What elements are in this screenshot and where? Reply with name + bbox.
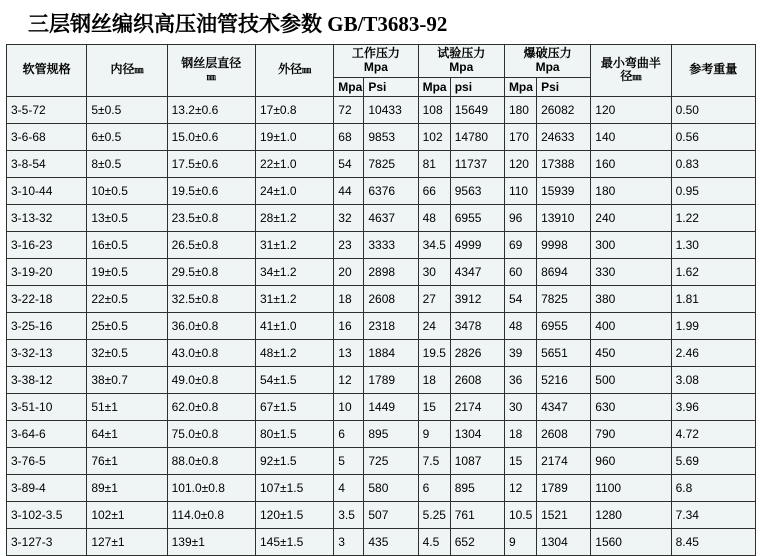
cell-work-psi: 507: [364, 501, 418, 528]
cell-work-psi: 4637: [364, 204, 418, 231]
cell-spec: 3-5-72: [7, 96, 87, 123]
cell-test-mpa: 15: [418, 393, 450, 420]
cell-test-psi: 895: [450, 474, 504, 501]
cell-wire: 32.5±0.8: [167, 285, 255, 312]
cell-inner: 32±0.5: [87, 339, 167, 366]
cell-work-psi: 1789: [364, 366, 418, 393]
cell-spec: 3-25-16: [7, 312, 87, 339]
cell-test-psi: 4999: [450, 231, 504, 258]
cell-spec: 3-64-6: [7, 420, 87, 447]
header-wire-layer-diameter: 钢丝层直径 ㎜: [167, 45, 255, 97]
cell-test-mpa: 34.5: [418, 231, 450, 258]
cell-work-psi: 9853: [364, 123, 418, 150]
cell-inner: 16±0.5: [87, 231, 167, 258]
cell-weight: 1.30: [671, 231, 755, 258]
cell-outer: 80±1.5: [255, 420, 333, 447]
table-row: [7, 123, 756, 150]
cell-outer: 120±1.5: [255, 501, 333, 528]
cell-outer: 24±1.0: [255, 177, 333, 204]
cell-burst-psi: 1521: [537, 501, 591, 528]
cell-work-mpa: 12: [334, 366, 364, 393]
cell-wire: 17.5±0.6: [167, 150, 255, 177]
cell-weight: 1.22: [671, 204, 755, 231]
cell-work-psi: 580: [364, 474, 418, 501]
cell-wire: 15.0±0.6: [167, 123, 255, 150]
cell-test-psi: 3478: [450, 312, 504, 339]
cell-inner: 25±0.5: [87, 312, 167, 339]
cell-inner: 13±0.5: [87, 204, 167, 231]
cell-spec: 3-102-3.5: [7, 501, 87, 528]
cell-burst-psi: 15939: [537, 177, 591, 204]
cell-burst-mpa: 12: [504, 474, 536, 501]
cell-work-mpa: 44: [334, 177, 364, 204]
cell-burst-psi: 9998: [537, 231, 591, 258]
cell-burst-psi: 4347: [537, 393, 591, 420]
cell-work-mpa: 3.5: [334, 501, 364, 528]
cell-test-psi: 1304: [450, 420, 504, 447]
cell-spec: 3-38-12: [7, 366, 87, 393]
cell-radius: 180: [591, 177, 671, 204]
cell-work-psi: 1884: [364, 339, 418, 366]
cell-wire: 36.0±0.8: [167, 312, 255, 339]
cell-inner: 102±1: [87, 501, 167, 528]
table-row: [7, 420, 756, 447]
table-header: [7, 45, 756, 97]
cell-test-mpa: 19.5: [418, 339, 450, 366]
cell-burst-psi: 1789: [537, 474, 591, 501]
cell-spec: 3-16-23: [7, 231, 87, 258]
cell-wire: 75.0±0.8: [167, 420, 255, 447]
cell-test-mpa: 102: [418, 123, 450, 150]
table-row: [7, 339, 756, 366]
header-spec: 软管规格: [7, 45, 87, 97]
cell-wire: 49.0±0.8: [167, 366, 255, 393]
cell-burst-psi: 5216: [537, 366, 591, 393]
cell-weight: 7.34: [671, 501, 755, 528]
cell-burst-psi: 2608: [537, 420, 591, 447]
table-row: [7, 96, 756, 123]
cell-test-psi: 2826: [450, 339, 504, 366]
cell-outer: 107±1.5: [255, 474, 333, 501]
cell-burst-psi: 2174: [537, 447, 591, 474]
cell-work-psi: 435: [364, 528, 418, 555]
cell-work-psi: 725: [364, 447, 418, 474]
cell-radius: 960: [591, 447, 671, 474]
cell-outer: 19±1.0: [255, 123, 333, 150]
subheader-work-mpa: Mpa: [334, 77, 364, 96]
table-row: [7, 447, 756, 474]
cell-weight: 3.08: [671, 366, 755, 393]
cell-test-mpa: 66: [418, 177, 450, 204]
cell-burst-mpa: 36: [504, 366, 536, 393]
cell-work-psi: 10433: [364, 96, 418, 123]
cell-burst-mpa: 18: [504, 420, 536, 447]
subheader-test-mpa: Mpa: [418, 77, 450, 96]
cell-work-mpa: 16: [334, 312, 364, 339]
cell-outer: 54±1.5: [255, 366, 333, 393]
cell-test-mpa: 27: [418, 285, 450, 312]
cell-test-mpa: 18: [418, 366, 450, 393]
header-min-bend-radius: 最小弯曲半径㎜: [591, 45, 671, 97]
cell-work-mpa: 3: [334, 528, 364, 555]
cell-work-mpa: 32: [334, 204, 364, 231]
cell-inner: 64±1: [87, 420, 167, 447]
spec-table: [6, 44, 756, 556]
cell-spec: 3-76-5: [7, 447, 87, 474]
cell-weight: 8.45: [671, 528, 755, 555]
cell-inner: 10±0.5: [87, 177, 167, 204]
cell-work-psi: 2318: [364, 312, 418, 339]
cell-radius: 1100: [591, 474, 671, 501]
cell-weight: 1.81: [671, 285, 755, 312]
cell-test-mpa: 108: [418, 96, 450, 123]
cell-outer: 67±1.5: [255, 393, 333, 420]
cell-burst-psi: 6955: [537, 312, 591, 339]
cell-weight: 3.96: [671, 393, 755, 420]
cell-spec: 3-6-68: [7, 123, 87, 150]
cell-spec: 3-32-13: [7, 339, 87, 366]
cell-outer: 22±1.0: [255, 150, 333, 177]
table-row: [7, 393, 756, 420]
cell-radius: 300: [591, 231, 671, 258]
subheader-work-psi: Psi: [364, 77, 418, 96]
table-row: [7, 150, 756, 177]
cell-weight: 0.56: [671, 123, 755, 150]
cell-radius: 380: [591, 285, 671, 312]
cell-burst-mpa: 30: [504, 393, 536, 420]
header-inner-diameter: 内径㎜: [87, 45, 167, 97]
cell-wire: 23.5±0.8: [167, 204, 255, 231]
cell-work-psi: 2608: [364, 285, 418, 312]
cell-weight: 1.99: [671, 312, 755, 339]
cell-radius: 1280: [591, 501, 671, 528]
cell-outer: 31±1.2: [255, 285, 333, 312]
cell-burst-psi: 13910: [537, 204, 591, 231]
cell-test-psi: 2174: [450, 393, 504, 420]
cell-test-mpa: 9: [418, 420, 450, 447]
table-row: [7, 474, 756, 501]
cell-radius: 330: [591, 258, 671, 285]
cell-test-psi: 652: [450, 528, 504, 555]
cell-spec: 3-13-32: [7, 204, 87, 231]
header-reference-weight: 参考重量: [671, 45, 755, 97]
table-row: [7, 501, 756, 528]
cell-burst-psi: 17388: [537, 150, 591, 177]
subheader-burst-psi: Psi: [537, 77, 591, 96]
cell-outer: 31±1.2: [255, 231, 333, 258]
cell-weight: 0.95: [671, 177, 755, 204]
cell-burst-mpa: 9: [504, 528, 536, 555]
cell-radius: 790: [591, 420, 671, 447]
cell-burst-mpa: 69: [504, 231, 536, 258]
cell-burst-psi: 26082: [537, 96, 591, 123]
cell-test-mpa: 6: [418, 474, 450, 501]
cell-spec: 3-89-4: [7, 474, 87, 501]
cell-work-mpa: 13: [334, 339, 364, 366]
cell-test-psi: 9563: [450, 177, 504, 204]
cell-work-psi: 6376: [364, 177, 418, 204]
cell-inner: 8±0.5: [87, 150, 167, 177]
cell-burst-mpa: 180: [504, 96, 536, 123]
cell-inner: 19±0.5: [87, 258, 167, 285]
cell-burst-mpa: 10.5: [504, 501, 536, 528]
cell-inner: 127±1: [87, 528, 167, 555]
cell-spec: 3-19-20: [7, 258, 87, 285]
cell-test-mpa: 7.5: [418, 447, 450, 474]
cell-work-mpa: 23: [334, 231, 364, 258]
header-test-pressure: 试验压力 Mpa: [418, 45, 504, 78]
cell-wire: 13.2±0.6: [167, 96, 255, 123]
cell-test-psi: 3912: [450, 285, 504, 312]
table-row: [7, 312, 756, 339]
cell-work-mpa: 68: [334, 123, 364, 150]
cell-outer: 34±1.2: [255, 258, 333, 285]
cell-test-psi: 4347: [450, 258, 504, 285]
cell-work-mpa: 5: [334, 447, 364, 474]
cell-test-psi: 15649: [450, 96, 504, 123]
cell-weight: 4.72: [671, 420, 755, 447]
cell-radius: 140: [591, 123, 671, 150]
cell-wire: 26.5±0.8: [167, 231, 255, 258]
cell-work-mpa: 10: [334, 393, 364, 420]
cell-inner: 51±1: [87, 393, 167, 420]
cell-weight: 0.83: [671, 150, 755, 177]
cell-wire: 114.0±0.8: [167, 501, 255, 528]
header-outer-diameter: 外径㎜: [255, 45, 333, 97]
cell-wire: 62.0±0.8: [167, 393, 255, 420]
cell-outer: 48±1.2: [255, 339, 333, 366]
cell-test-mpa: 81: [418, 150, 450, 177]
cell-radius: 450: [591, 339, 671, 366]
cell-burst-mpa: 170: [504, 123, 536, 150]
header-row-groups: [7, 45, 756, 78]
cell-burst-mpa: 110: [504, 177, 536, 204]
cell-burst-psi: 5651: [537, 339, 591, 366]
cell-work-mpa: 18: [334, 285, 364, 312]
cell-work-psi: 3333: [364, 231, 418, 258]
cell-work-mpa: 6: [334, 420, 364, 447]
page-title: 三层钢丝编织高压油管技术参数 GB/T3683-92: [28, 12, 448, 36]
subheader-burst-mpa: Mpa: [504, 77, 536, 96]
cell-inner: 6±0.5: [87, 123, 167, 150]
cell-wire: 43.0±0.8: [167, 339, 255, 366]
cell-outer: 92±1.5: [255, 447, 333, 474]
cell-test-mpa: 5.25: [418, 501, 450, 528]
table-row: [7, 285, 756, 312]
cell-work-psi: 7825: [364, 150, 418, 177]
table-row: [7, 231, 756, 258]
cell-test-mpa: 30: [418, 258, 450, 285]
cell-radius: 120: [591, 96, 671, 123]
cell-radius: 630: [591, 393, 671, 420]
cell-spec: 3-127-3: [7, 528, 87, 555]
cell-work-mpa: 54: [334, 150, 364, 177]
cell-work-mpa: 20: [334, 258, 364, 285]
table-row: [7, 528, 756, 555]
cell-work-psi: 1449: [364, 393, 418, 420]
cell-test-mpa: 4.5: [418, 528, 450, 555]
cell-outer: 28±1.2: [255, 204, 333, 231]
cell-spec: 3-10-44: [7, 177, 87, 204]
cell-burst-psi: 1304: [537, 528, 591, 555]
cell-outer: 41±1.0: [255, 312, 333, 339]
cell-test-psi: 11737: [450, 150, 504, 177]
cell-work-psi: 2898: [364, 258, 418, 285]
cell-outer: 17±0.8: [255, 96, 333, 123]
cell-wire: 29.5±0.8: [167, 258, 255, 285]
cell-weight: 0.50: [671, 96, 755, 123]
cell-test-psi: 2608: [450, 366, 504, 393]
cell-wire: 88.0±0.8: [167, 447, 255, 474]
cell-inner: 38±0.7: [87, 366, 167, 393]
cell-burst-mpa: 39: [504, 339, 536, 366]
cell-inner: 76±1: [87, 447, 167, 474]
cell-inner: 22±0.5: [87, 285, 167, 312]
cell-burst-mpa: 120: [504, 150, 536, 177]
cell-wire: 101.0±0.8: [167, 474, 255, 501]
table-row: [7, 258, 756, 285]
cell-test-psi: 6955: [450, 204, 504, 231]
cell-radius: 500: [591, 366, 671, 393]
cell-work-psi: 895: [364, 420, 418, 447]
cell-work-mpa: 72: [334, 96, 364, 123]
cell-burst-mpa: 60: [504, 258, 536, 285]
cell-inner: 5±0.5: [87, 96, 167, 123]
cell-burst-psi: 7825: [537, 285, 591, 312]
cell-test-mpa: 24: [418, 312, 450, 339]
cell-test-psi: 14780: [450, 123, 504, 150]
cell-weight: 6.8: [671, 474, 755, 501]
cell-radius: 240: [591, 204, 671, 231]
cell-test-mpa: 48: [418, 204, 450, 231]
cell-weight: 2.46: [671, 339, 755, 366]
cell-burst-psi: 8694: [537, 258, 591, 285]
cell-work-mpa: 4: [334, 474, 364, 501]
table-row: [7, 366, 756, 393]
cell-wire: 139±1: [167, 528, 255, 555]
cell-spec: 3-8-54: [7, 150, 87, 177]
cell-radius: 160: [591, 150, 671, 177]
cell-wire: 19.5±0.6: [167, 177, 255, 204]
cell-radius: 400: [591, 312, 671, 339]
cell-burst-mpa: 48: [504, 312, 536, 339]
cell-weight: 5.69: [671, 447, 755, 474]
cell-weight: 1.62: [671, 258, 755, 285]
cell-burst-mpa: 96: [504, 204, 536, 231]
cell-outer: 145±1.5: [255, 528, 333, 555]
cell-burst-psi: 24633: [537, 123, 591, 150]
table-row: [7, 204, 756, 231]
header-burst-pressure: 爆破压力 Mpa: [504, 45, 590, 78]
table-row: [7, 177, 756, 204]
cell-test-psi: 761: [450, 501, 504, 528]
cell-test-psi: 1087: [450, 447, 504, 474]
cell-spec: 3-51-10: [7, 393, 87, 420]
cell-inner: 89±1: [87, 474, 167, 501]
cell-burst-mpa: 15: [504, 447, 536, 474]
cell-burst-mpa: 54: [504, 285, 536, 312]
subheader-test-psi: psi: [450, 77, 504, 96]
cell-radius: 1560: [591, 528, 671, 555]
table-body: [7, 96, 756, 555]
cell-spec: 3-22-18: [7, 285, 87, 312]
header-working-pressure: 工作压力 Mpa: [334, 45, 418, 78]
